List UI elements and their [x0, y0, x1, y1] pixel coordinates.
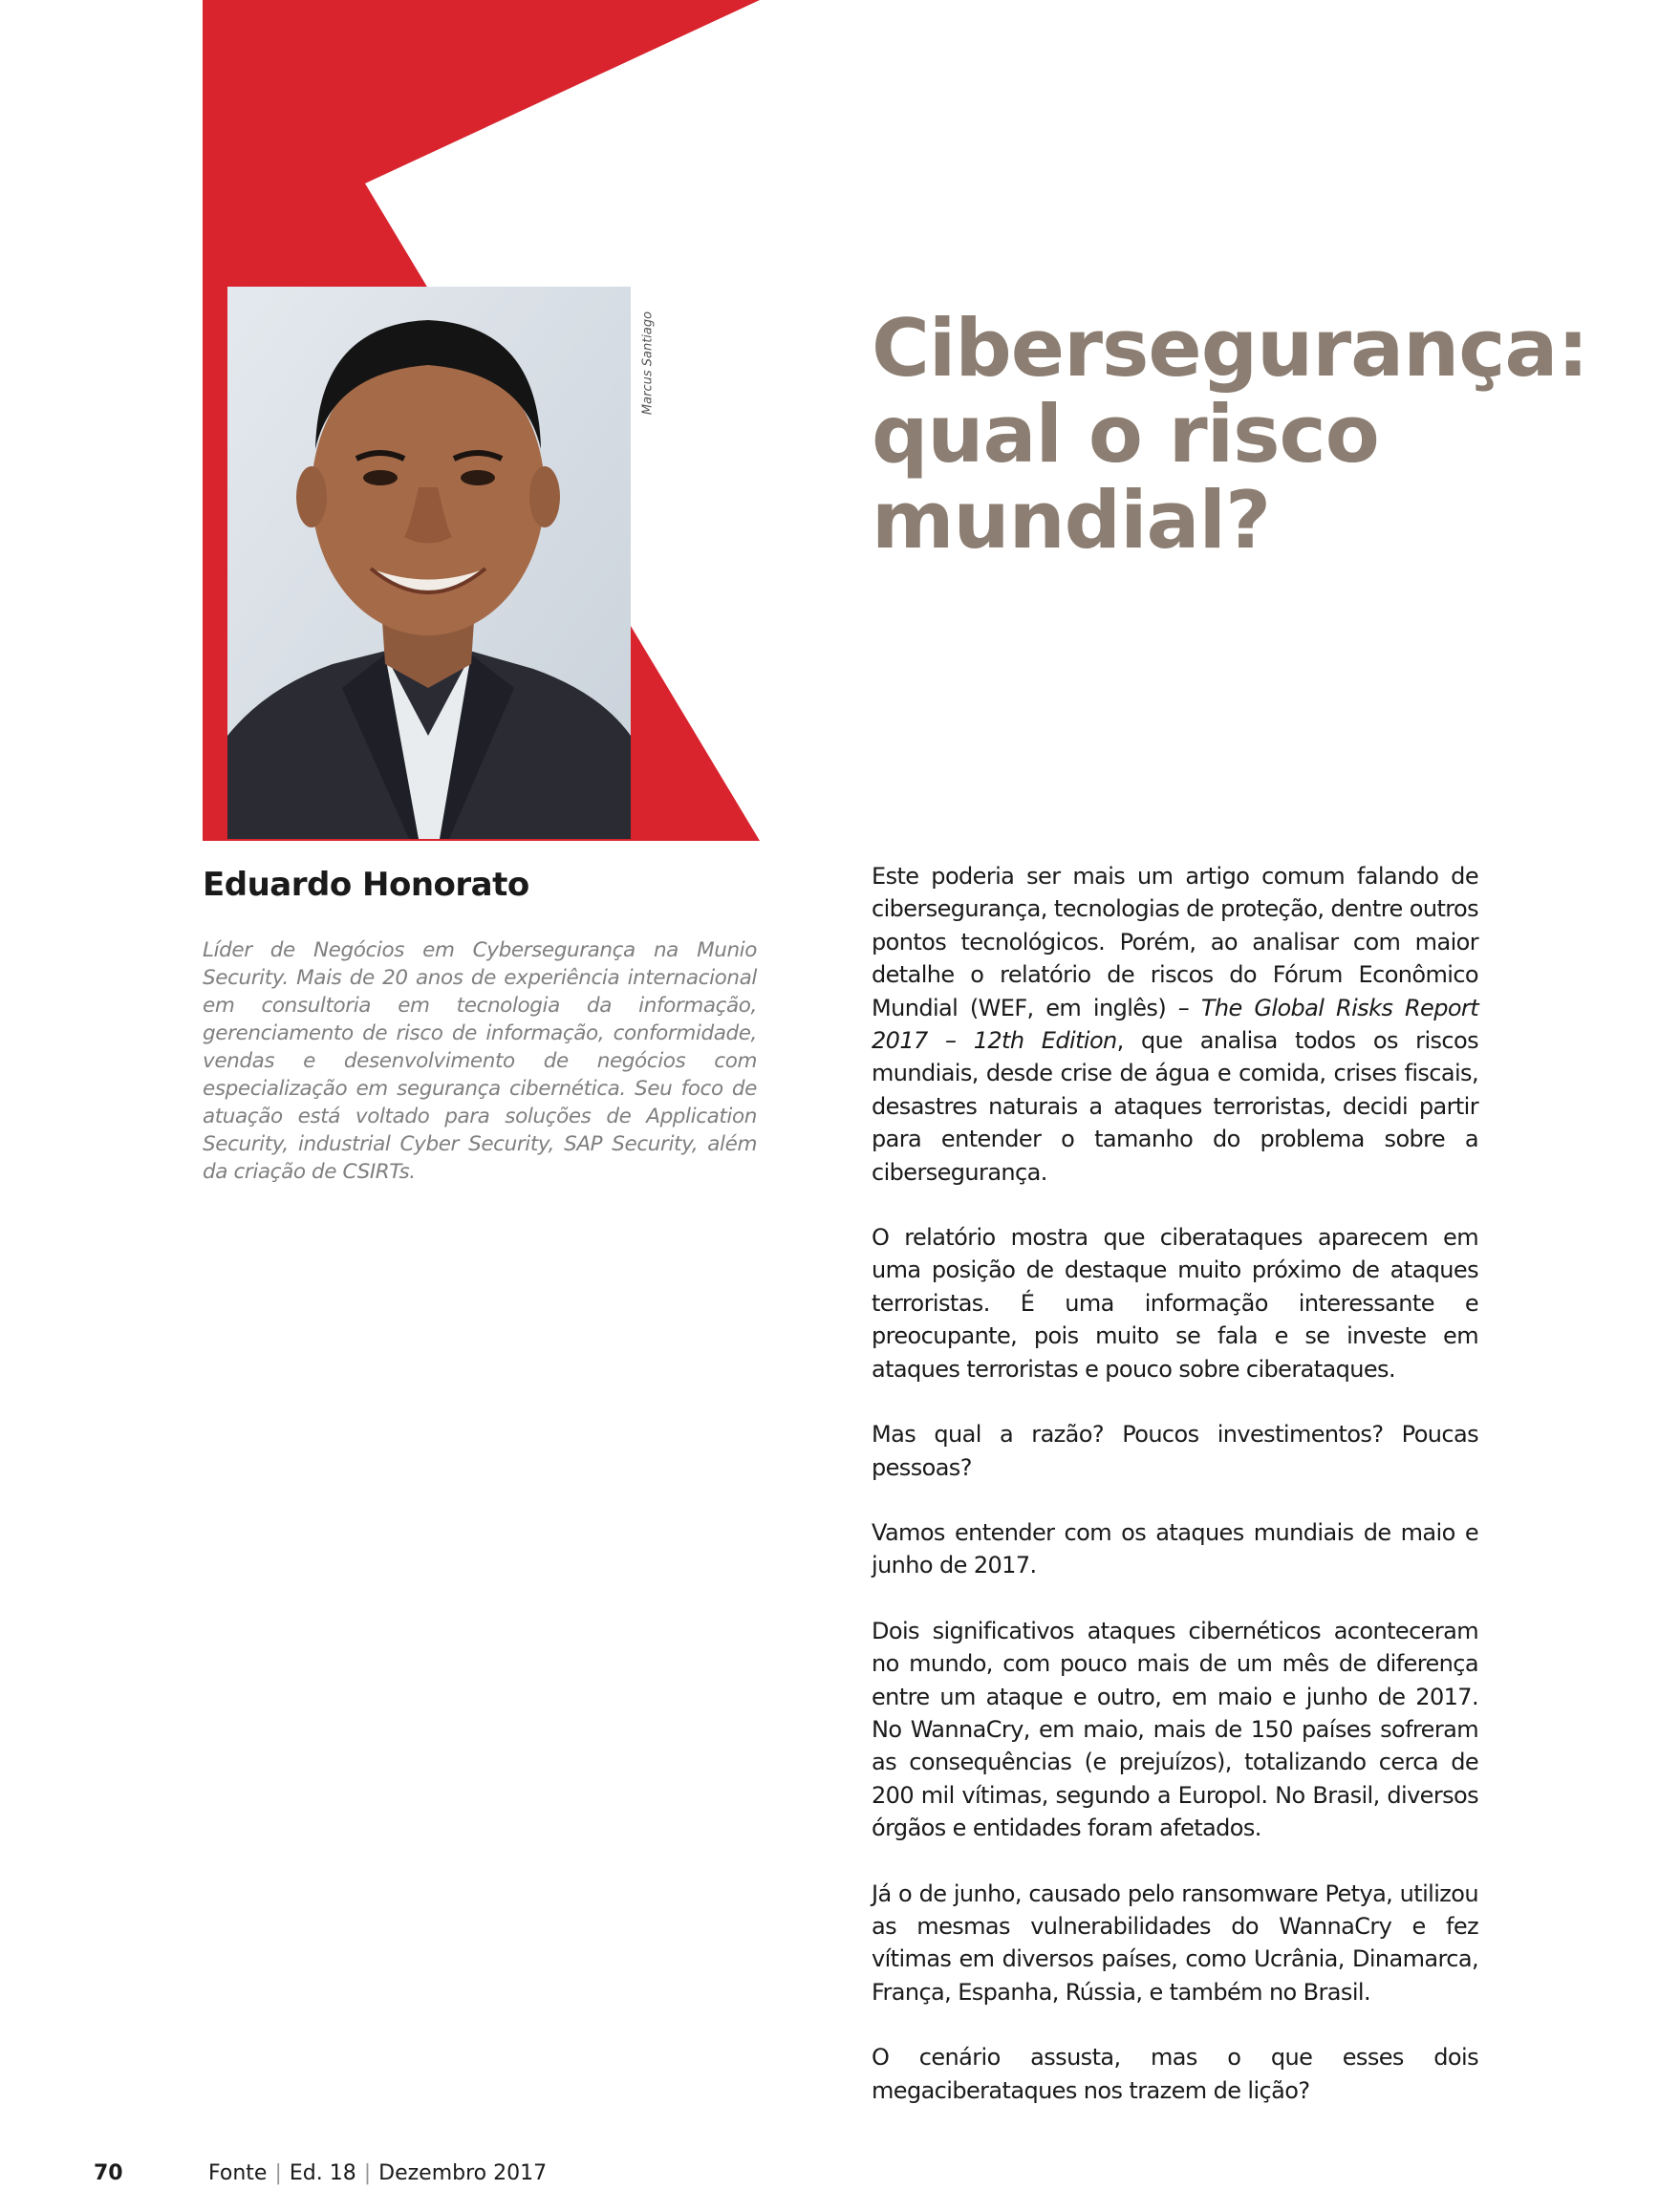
- article-paragraph-5: Dois significativos ataques cibernéticos aconteceram no mundo, com pouco mais de um mês de diferença entre um ataque e outro, em maio e junho de 2017. No WannaCry, em maio, mais de 150 países sofreram as consequências (e prejuízos), totalizando cerca de 200 mil vítimas, segundo a Europol. No Brasil, diversos órgãos e entidades foram afetados.: [872, 1617, 1478, 1842]
- report-title-italic: The Global Risks Report 2017 – 12th Edition: [872, 994, 1479, 1055]
- article-paragraph-3: Mas qual a razão? Poucos investimentos? Poucas pessoas?: [872, 1421, 1478, 1481]
- article-paragraph-1: [872, 860, 1478, 1189]
- photo-credit: [629, 287, 667, 440]
- footer-edition: Ed. 18: [289, 2161, 356, 2185]
- title-line-2: qual o risco: [872, 388, 1379, 481]
- author-photo: [227, 287, 631, 839]
- footer-separator: |: [363, 2161, 372, 2185]
- footer-separator: |: [274, 2161, 282, 2185]
- article-paragraph-7: O cenário assusta, mas o que esses dois megaciberataques nos trazem de lição?: [872, 2044, 1478, 2104]
- footer-date: Dezembro 2017: [378, 2161, 548, 2185]
- paragraph-1-text-a: Este poderia ser mais um artigo comum falando de cibersegurança, tecnologias de proteção, dentre outros pontos tecnológicos. Porém, ao analisar com maior detalhe o relatório de riscos do Fórum Econômico Mundial (WEF, em inglês) –: [872, 863, 1478, 1021]
- title-line-1: Cibersegurança:: [872, 302, 1588, 395]
- article-paragraph-2: O relatório mostra que ciberataques aparecem em uma posição de destaque muito próximo de ataques terroristas. É uma informação interessante e preocupante, pois muito se fala e se investe em ataques terroristas e pouco sobre ciberataques.: [872, 1224, 1478, 1383]
- author-name: Eduardo Honorato: [203, 866, 529, 904]
- page-number: 70: [94, 2161, 123, 2185]
- author-bio: Líder de Negócios em Cybersegurança na Munio Security. Mais de 20 anos de experiência internacional em consultoria em tecnologia da informação, gerenciamento de risco de informação, conformidade, vendas e desenvolvimento de negócios com especialização em segurança cibernética. Seu foco de atuação está voltado para soluções de Application Security, industrial Cyber Security, SAP Security, além da criação de CSIRTs.: [203, 938, 757, 1184]
- photo-credit-text: Marcus Santiago: [640, 311, 656, 416]
- article-title: [872, 302, 1588, 567]
- footer-source: [208, 2161, 547, 2185]
- article-paragraph-6: Já o de junho, causado pelo ransomware Petya, utilizou as mesmas vulnerabilidades do WannaCry e fez vítimas em diversos países, como Ucrânia, Dinamarca, França, Espanha, Rússia, e também no Brasil.: [872, 1879, 1478, 2006]
- title-line-3: mundial?: [872, 474, 1271, 567]
- article-paragraph-4: Vamos entender com os ataques mundiais de maio e junho de 2017.: [872, 1518, 1478, 1579]
- footer-publication: Fonte: [208, 2161, 268, 2185]
- article-body: [872, 860, 1478, 2139]
- paragraph-1-text-b: , que analisa todos os riscos mundiais, desde crise de água e comida, crises fiscais, desastres naturais a ataques terroristas, decidi partir para entender o tamanho do problema sobre a cibersegurança.: [872, 1027, 1479, 1186]
